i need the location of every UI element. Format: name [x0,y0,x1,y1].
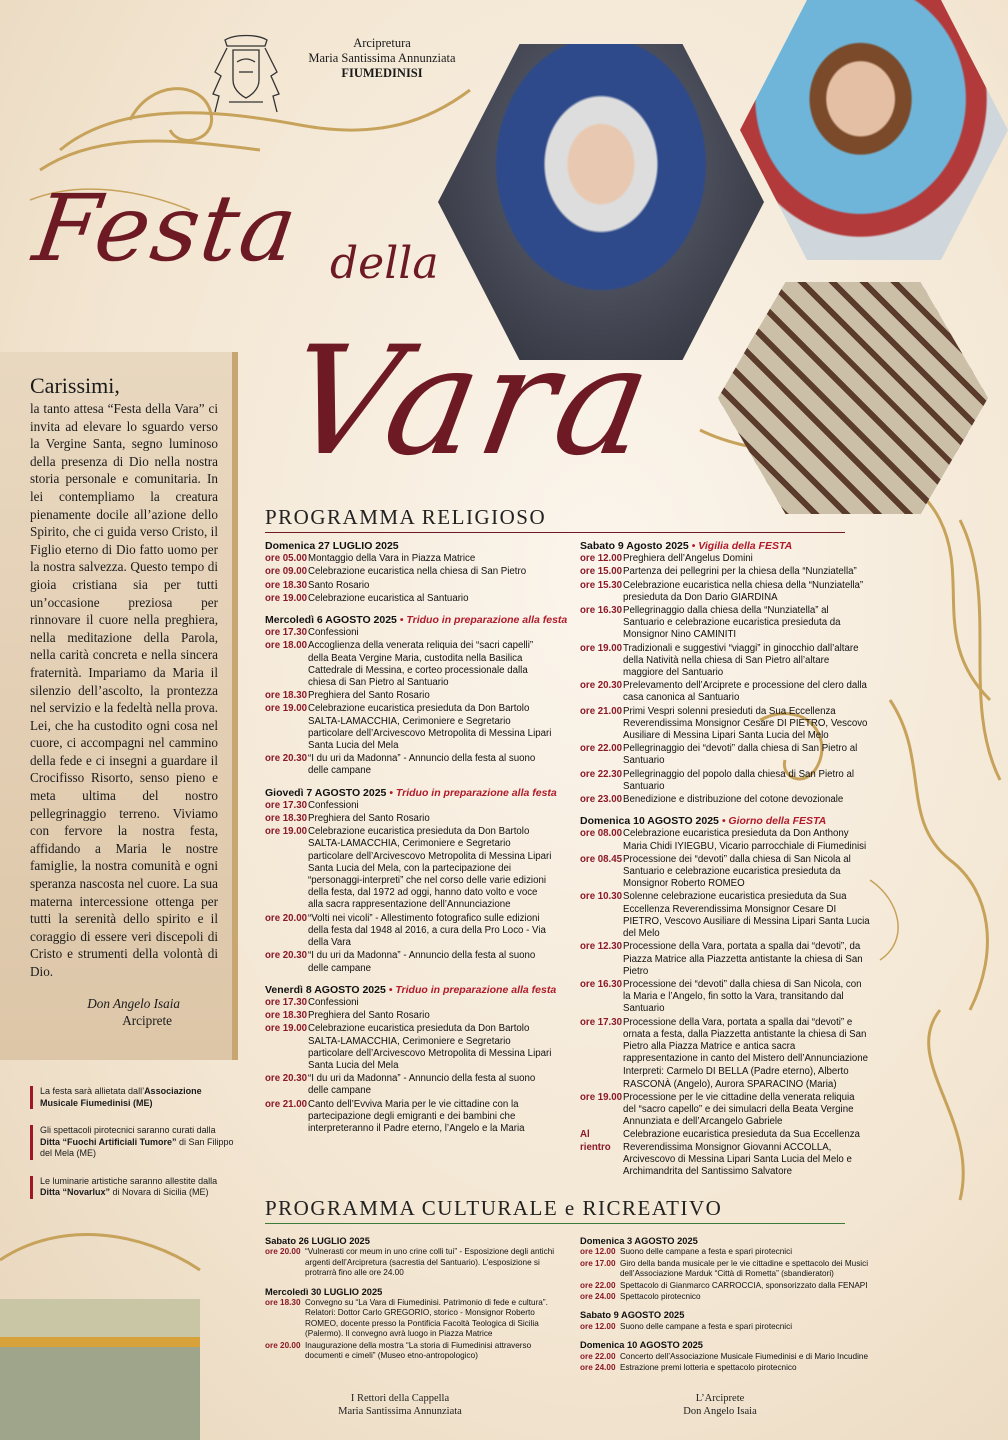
event-time: ore 19.00 [265,1023,308,1035]
event-row [580,1066,870,1090]
header [205,32,465,92]
title-festa: Festa [27,175,305,282]
event-row [580,680,870,704]
event-description: “I du uri da Madonna” - Annuncio della festa al suono delle campane [308,753,536,777]
event-time: ore 10.30 [580,891,623,903]
event-time: ore 19.00 [580,642,623,654]
event-time: ore 21.00 [580,705,623,717]
event-row [265,950,555,974]
event-time: ore 08.45 [580,853,623,865]
event-description: Confessioni [308,799,359,811]
event-time: ore 17.30 [265,799,308,811]
event-row [265,566,555,578]
event-row [265,1341,555,1362]
event-time [580,1066,623,1090]
event-row [265,627,555,639]
event-row [265,1099,555,1136]
event-description: “I du uri da Madonna” - Annuncio della festa al suono delle campane [308,950,536,974]
event-row [265,580,555,592]
event-row [265,1247,555,1278]
event-row [580,1281,870,1291]
event-time: ore 18.30 [265,579,308,591]
event-time: ore 20.30 [265,1073,308,1085]
day-heading: Domenica 10 AGOSTO 2025 • Giorno della FESTA [580,815,827,828]
event-description: Suono delle campane a festa e spari pirotecnici [620,1247,793,1257]
event-description: “Vulnerasti cor meum in uno crine colli tui” - Esposizione degli antichi argenti dell’Arcipretura (sacrestia del Santuario). L’esposizione si protrarrà fino alle ore 24.00 [305,1247,555,1278]
event-row [265,640,555,689]
event-time: ore 17.30 [580,1016,623,1028]
event-description: Celebrazione eucaristica nella chiesa di San Pietro [308,566,527,578]
day-heading: Sabato 9 AGOSTO 2025 [580,1310,685,1321]
event-time: ore 24.00 [580,1363,616,1373]
event-row [580,605,870,642]
event-description: Pellegrinaggio dei “devoti” dalla chiesa di San Pietro al Santuario [623,743,858,767]
cultural-right-column [580,1228,870,1374]
event-row [265,690,555,702]
coat-of-arms-icon [205,32,287,122]
event-row [580,643,870,680]
event-time: ore 12.00 [580,1247,616,1257]
event-time: ore 19.00 [580,1091,623,1103]
event-description: Processione dei “devoti” dalla chiesa di San Nicola, con la Maria e l’Angelo, fin sotto la Vara, transitando dal Santuario [623,978,862,1015]
event-time: ore 09.00 [265,566,308,578]
notes [30,1086,235,1215]
event-description: Santo Rosario [308,579,370,591]
event-row [580,1322,870,1332]
event-time: ore 19.00 [265,826,308,838]
event-row [265,553,555,565]
vara-base-photo [0,1268,200,1440]
event-time: ore 22.00 [580,1280,616,1290]
event-description: Spettacolo di Gianmarco CARROCCIA, sponsorizzato dalla FENAPI [620,1280,868,1290]
event-row [265,1010,555,1022]
day-heading: Mercoledì 30 LUGLIO 2025 [265,1286,383,1297]
day-heading: Giovedì 7 AGOSTO 2025 • Triduo in preparazione alla festa [265,786,557,799]
religious-right-column [580,540,870,1179]
event-row [265,800,555,812]
day-heading: Domenica 3 AGOSTO 2025 [580,1236,698,1246]
event-time: ore 15.00 [580,566,623,578]
day-heading: Venerdì 8 AGOSTO 2025 • Triduo in preparazione alla festa [265,983,557,996]
event-row [580,580,870,604]
event-row [580,743,870,767]
event-time: ore 17.00 [580,1258,616,1268]
event-time: ore 17.30 [265,996,308,1008]
cultural-left-column [265,1228,555,1362]
event-description: Celebrazione eucaristica presieduta da Don Bartolo SALTA-LAMACCHIA, Cerimoniere e Segretario particolare dell’Arcivescovo Metropolita di Messina Lipari Santa Lucia del Mela [308,1023,552,1071]
event-description: Suono delle campane a festa e spari pirotecnici [620,1321,793,1331]
event-description: Celebrazione eucaristica presieduta da Don Bartolo SALTA-LAMACCHIA, Cerimoniere e Segretario particolare dell’Arcivescovo Metropolita di Messina Lipari Santa Lucia del Mela, con la partecipazione dei “personaggi-interpreti” che nel corso delle varie edizioni della festa, dal 1972 ad oggi, hanno dato volto e voce alla sacra rappresentazione dell’Annunciazione [308,826,552,911]
event-time: ore 19.00 [265,703,308,715]
day-heading: Domenica 27 LUGLIO 2025 [265,540,399,552]
event-description: Processione per le vie cittadine della venerata reliquia del “sacro capello” e dei simulacri della Beata Vergine Annunziata e dell’Arcangelo Gabriele [623,1091,855,1128]
event-time: ore 18.30 [265,1010,308,1022]
event-row [580,553,870,565]
event-time: ore 12.30 [580,941,623,953]
event-description: Partenza dei pellegrini per la chiesa della “Nunziatella” [623,566,857,578]
event-row [580,891,870,940]
event-time: ore 05.00 [265,553,308,565]
event-row [580,1363,870,1373]
event-description: Celebrazione eucaristica presieduta da Don Anthony Maria Chidi IYIEGBU, Vicario parrocchiale di Fiumedinisi [623,828,867,852]
note-fireworks: Gli spettacoli pirotecnici saranno curati dalla Ditta “Fuochi Artificiali Tumore” di San Filippo del Mela (ME) [30,1125,235,1160]
event-description: Celebrazione eucaristica nella chiesa della “Nunziatella” presieduta da Don Dario GIARDINA [623,579,864,603]
event-description: Giro della banda musicale per le vie cittadine e spettacolo dei Musici dell’Associazione Marduk “Città di Rometta” (sbandieratori) [620,1258,869,1279]
event-row [580,1129,870,1178]
event-description: Celebrazione eucaristica presieduta da Sua Eccellenza Reverendissima Monsignor Giovanni ACCOLLA, Arcivescovo di Messina Lipari Santa Lucia del Melo e Archimandrita del Santissimo Salvatore [623,1129,860,1177]
day-heading: Mercoledì 6 AGOSTO 2025 • Triduo in preparazione alla festa [265,614,568,627]
event-row [580,828,870,852]
event-row [580,794,870,806]
event-description: Prelevamento dell’Arciprete e processione del clero dalla casa canonica al Santuario [623,680,867,704]
event-time: ore 12.00 [580,553,623,565]
day-heading: Sabato 26 LUGLIO 2025 [265,1236,370,1246]
title-della: della [330,238,439,289]
event-time: ore 12.00 [580,1321,616,1331]
event-description: Preghiera dell’Angelus Domini [623,553,753,565]
note-music: La festa sarà allietata dall’Associazione Musicale Fiumedinisi (ME) [30,1086,235,1109]
religious-left-column [265,540,568,1136]
event-description: Processione della Vara, portata a spalla dai “devoti” e ornata a festa, dalla Piazzetta antistante la chiesa di San Pietro alla Piazza Matrice e antica sacra rappresentazione in canto del Mistero dell’Annunciazione [623,1016,869,1065]
event-time: ore 16.30 [580,605,623,617]
footer-left: I Rettori della Cappella Maria Santissima Annunziata [338,1393,462,1417]
event-description: Montaggio della Vara in Piazza Matrice [308,553,476,565]
event-description: Spettacolo pirotecnico [620,1292,701,1302]
event-row [580,769,870,793]
event-description: Pellegrinaggio dalla chiesa della “Nunziatella” al Santuario e celebrazione eucaristica presieduta da Monsignor Nino CAMINITI [623,605,841,641]
event-time: ore 22.30 [580,768,623,780]
event-row [265,1023,555,1072]
event-time: ore 16.30 [580,978,623,990]
letter-panel [0,352,238,1060]
event-description: Estrazione premi lotteria e spettacolo pirotecnico [620,1363,797,1373]
event-row [580,706,870,743]
event-row [265,593,555,605]
event-description: Primi Vespri solenni presieduti da Sua Eccellenza Reverendissima Monsignor Cesare DI PIETRO, Vescovo Ausiliare di Messina Lipari Santa Lucia del Melo [623,705,868,742]
event-time: ore 20.30 [265,753,308,765]
letter-greeting: Carissimi, [30,373,120,398]
event-time: ore 22.00 [580,743,623,755]
event-description: Benedizione e distribuzione del cotone devozionale [623,794,844,806]
event-description: “Volti nei vicoli” - Allestimento fotografico sulle edizioni della festa dal 1948 al 2016, a cura della Pro Loco - Via della Vara [308,912,546,949]
letter-signature: Don Angelo Isaia [87,995,180,1011]
title-vara: Vara [274,315,667,489]
event-row [580,1092,870,1129]
event-time: ore 20.00 [265,1247,301,1257]
event-row [265,826,555,911]
event-description: Confessioni [308,627,359,639]
event-time: ore 22.00 [580,1351,616,1361]
event-row [265,1298,555,1340]
religious-title: PROGRAMMA RELIGIOSO [265,505,845,533]
event-time: ore 21.00 [265,1098,308,1110]
event-time: ore 08.00 [580,828,623,840]
event-row [580,941,870,978]
event-row [265,1073,555,1097]
note-lights: Le luminarie artistiche saranno allestite dalla Ditta “Novarlux” di Novara di Sicilia (ME) [30,1176,235,1199]
event-time: ore 17.30 [265,627,308,639]
event-time: ore 20.30 [580,680,623,692]
footer-right: L’Arciprete Don Angelo Isaia [683,1393,757,1417]
event-time: ore 15.30 [580,579,623,591]
event-description: Preghiera del Santo Rosario [308,813,430,825]
event-row [580,1352,870,1362]
event-row [580,566,870,578]
event-time: ore 24.00 [580,1292,616,1302]
event-description: Accoglienza della venerata reliquia dei “sacri capelli” della Beata Vergine Maria, custodita nella Basilica Cattedrale di Messina, e corteo processionale dalla chiesa di San Pietro al Santuario [308,640,534,689]
event-row [265,753,555,777]
event-row [580,979,870,1016]
event-row [580,854,870,891]
event-row [580,1247,870,1257]
event-description: Celebrazione eucaristica presieduta da Don Bartolo SALTA-LAMACCHIA, Cerimoniere e Segretario particolare dell’Arcivescovo Metropolita di Messina Lipari Santa Lucia del Mela [308,703,552,752]
event-time: Al rientro [580,1129,611,1153]
event-description: Canto dell’Evviva Maria per le vie cittadine con la partecipazione degli emigranti e dei bambini che interpreteranno il Padre eterno, l’Angelo e la Maria [308,1098,525,1134]
event-row [580,1017,870,1066]
header-line3: FIUMEDINISI [341,66,423,80]
event-time: ore 18.00 [265,640,308,652]
event-description: Tradizionali e suggestivi “viaggi” in ginocchio dall’altare della Natività nella chiesa di San Pietro all’altare maggiore del Santuario [623,642,859,679]
event-description: Interpreti: Carmelo DI BELLA (Padre eterno), Alberto RASCONÀ (Angelo), Aurora SPARACINO (Maria) [623,1066,849,1090]
event-description: Pellegrinaggio del popolo dalla chiesa di San Pietro al Santuario [623,768,855,792]
event-row [265,997,555,1009]
event-description: Solenne celebrazione eucaristica presieduta da Sua Eccellenza Reverendissima Monsignor Cesare DI PIETRO, Vescovo Ausiliare di Messina Lipari Santa Lucia del Melo [623,891,870,940]
cultural-title: PROGRAMMA CULTURALE e RICREATIVO [265,1196,845,1224]
event-description: Inaugurazione della mostra “La storia di Fiumedinisi attraverso documenti e cimeli” (Museo etno-antropologico) [305,1340,532,1361]
event-time: ore 20.00 [265,912,308,924]
event-description: Processione dei “devoti” dalla chiesa di San Nicola al Santuario e celebrazione eucaristica presieduta da Monsignor Roberto ROMEO [623,853,851,890]
letter-body: la tanto attesa “Festa della Vara” ci invita ad elevare lo sguardo verso la Vergine Santa, segno luminoso della presenza di Dio nella nostra storia personale e comunitaria. In lei contempliamo la creatura pienamente docile all’azione dello Spirito, che ci guida verso Cristo, il Figlio eterno di Dio fatto uomo per la nostra salvezza. Questo tempo di gioia cristiana sia per tutti un’occasione preziosa per rinnovare il cuore nella preghiera, nella meditazione della Parola, nella carità concreta e nella sincera fraternità. Impariamo da Maria il silenzio dell’ascolto, la prontezza nel servizio e la fedeltà nella prova. Lei, che ha custodito ogni cosa nel cuore, ci accompagni nel cammino della fede e ci insegni a guardare il Crocifisso Risorto, senso pieno e meta ultima del nostro pellegrinaggio terreno. Viviamo con fervore la nostra festa, affidando a Maria le nostre famiglie, la nostra comunità e ogni speranza nascosta nel cuore. La sua materna intercessione ottenga per tutti la serenità dello spirito e il coraggio di essere veri discepoli di Cristo e strumenti della volontà di Dio. [30,401,218,979]
event-description: “I du uri da Madonna” - Annuncio della festa al suono delle campane [308,1073,536,1097]
event-description: Convegno su “La Vara di Fiumedinisi. Patrimonio di fede e cultura”. Relatori: Dottor Carlo GREGORIO, storico - Monsignor Roberto ROMEO, docente presso la Pontificia Facoltà Teologica di Sicilia (Palermo). Il convegno avrà luogo in Piazza Matrice [305,1298,548,1339]
day-heading: Sabato 9 Agosto 2025 • Vigilia della FESTA [580,540,793,552]
event-time: ore 18.30 [265,1298,301,1308]
letter-role: Arciprete [122,1013,172,1029]
event-row [265,813,555,825]
event-row [265,913,555,950]
event-description: Concerto dell’Associazione Musicale Fiumedinisi e di Mario Incudine [620,1351,869,1361]
event-time: ore 20.00 [265,1340,301,1350]
event-description: Processione della Vara, portata a spalla dai “devoti”, da Piazza Matrice alla Piazzetta antistante la chiesa di San Pietro [623,941,863,977]
header-line2: Maria Santissima Annunziata [308,51,456,65]
event-time: ore 18.30 [265,813,308,825]
day-heading: Domenica 10 AGOSTO 2025 [580,1340,703,1351]
event-time: ore 19.00 [265,592,308,604]
event-row [580,1292,870,1302]
event-time: ore 20.30 [265,950,308,962]
header-line1: Arcipretura [353,36,411,50]
event-description: Preghiera del Santo Rosario [308,1010,430,1022]
event-row [265,703,555,752]
event-description: Confessioni [308,996,359,1008]
event-description: Preghiera del Santo Rosario [308,690,430,702]
event-description: Celebrazione eucaristica al Santuario [308,592,469,604]
event-row [580,1259,870,1280]
event-time: ore 18.30 [265,690,308,702]
event-time: ore 23.00 [580,794,623,806]
